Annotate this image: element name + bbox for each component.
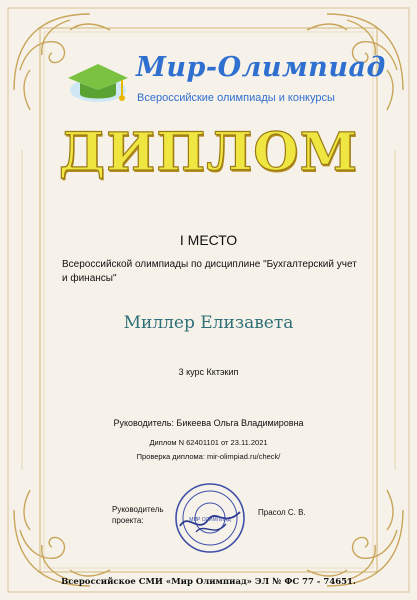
diploma-number: Диплом N 62401101 от 23.11.2021: [149, 438, 268, 447]
signature-label: Руководитель проекта:: [112, 505, 164, 525]
brand-tagline: Всероссийские олимпиады и конкурсы: [137, 92, 335, 104]
diploma-title: ДИПЛОМ: [58, 122, 359, 183]
course-info: 3 курс Кктэкип: [178, 367, 239, 377]
place-award: I МЕСТО: [179, 232, 238, 248]
graduation-cap-icon: [64, 56, 130, 108]
official-stamp: [174, 482, 246, 554]
footer-registration: Всероссийское СМИ «Мир Олимпиад» ЭЛ № ФС 77 - 74651.: [61, 577, 356, 587]
brand-name: Мир-Олимпиад: [136, 52, 386, 83]
recipient-name: Миллер Елизавета: [123, 313, 294, 333]
discipline-text: Всероссийской олимпиады по дисциплине "Бухгалтерский учет и финансы": [62, 259, 357, 284]
supervisor-line: Руководитель: Бикеева Ольга Владимировна: [113, 418, 304, 428]
verification-link: Проверка диплома: mir-olimpiad.ru/check/: [136, 452, 281, 461]
brand-logo: [64, 50, 386, 112]
signatory-name: Прасол С. В.: [258, 508, 306, 517]
stamp-text: МИР ОЛИМПИАД: [189, 517, 231, 523]
